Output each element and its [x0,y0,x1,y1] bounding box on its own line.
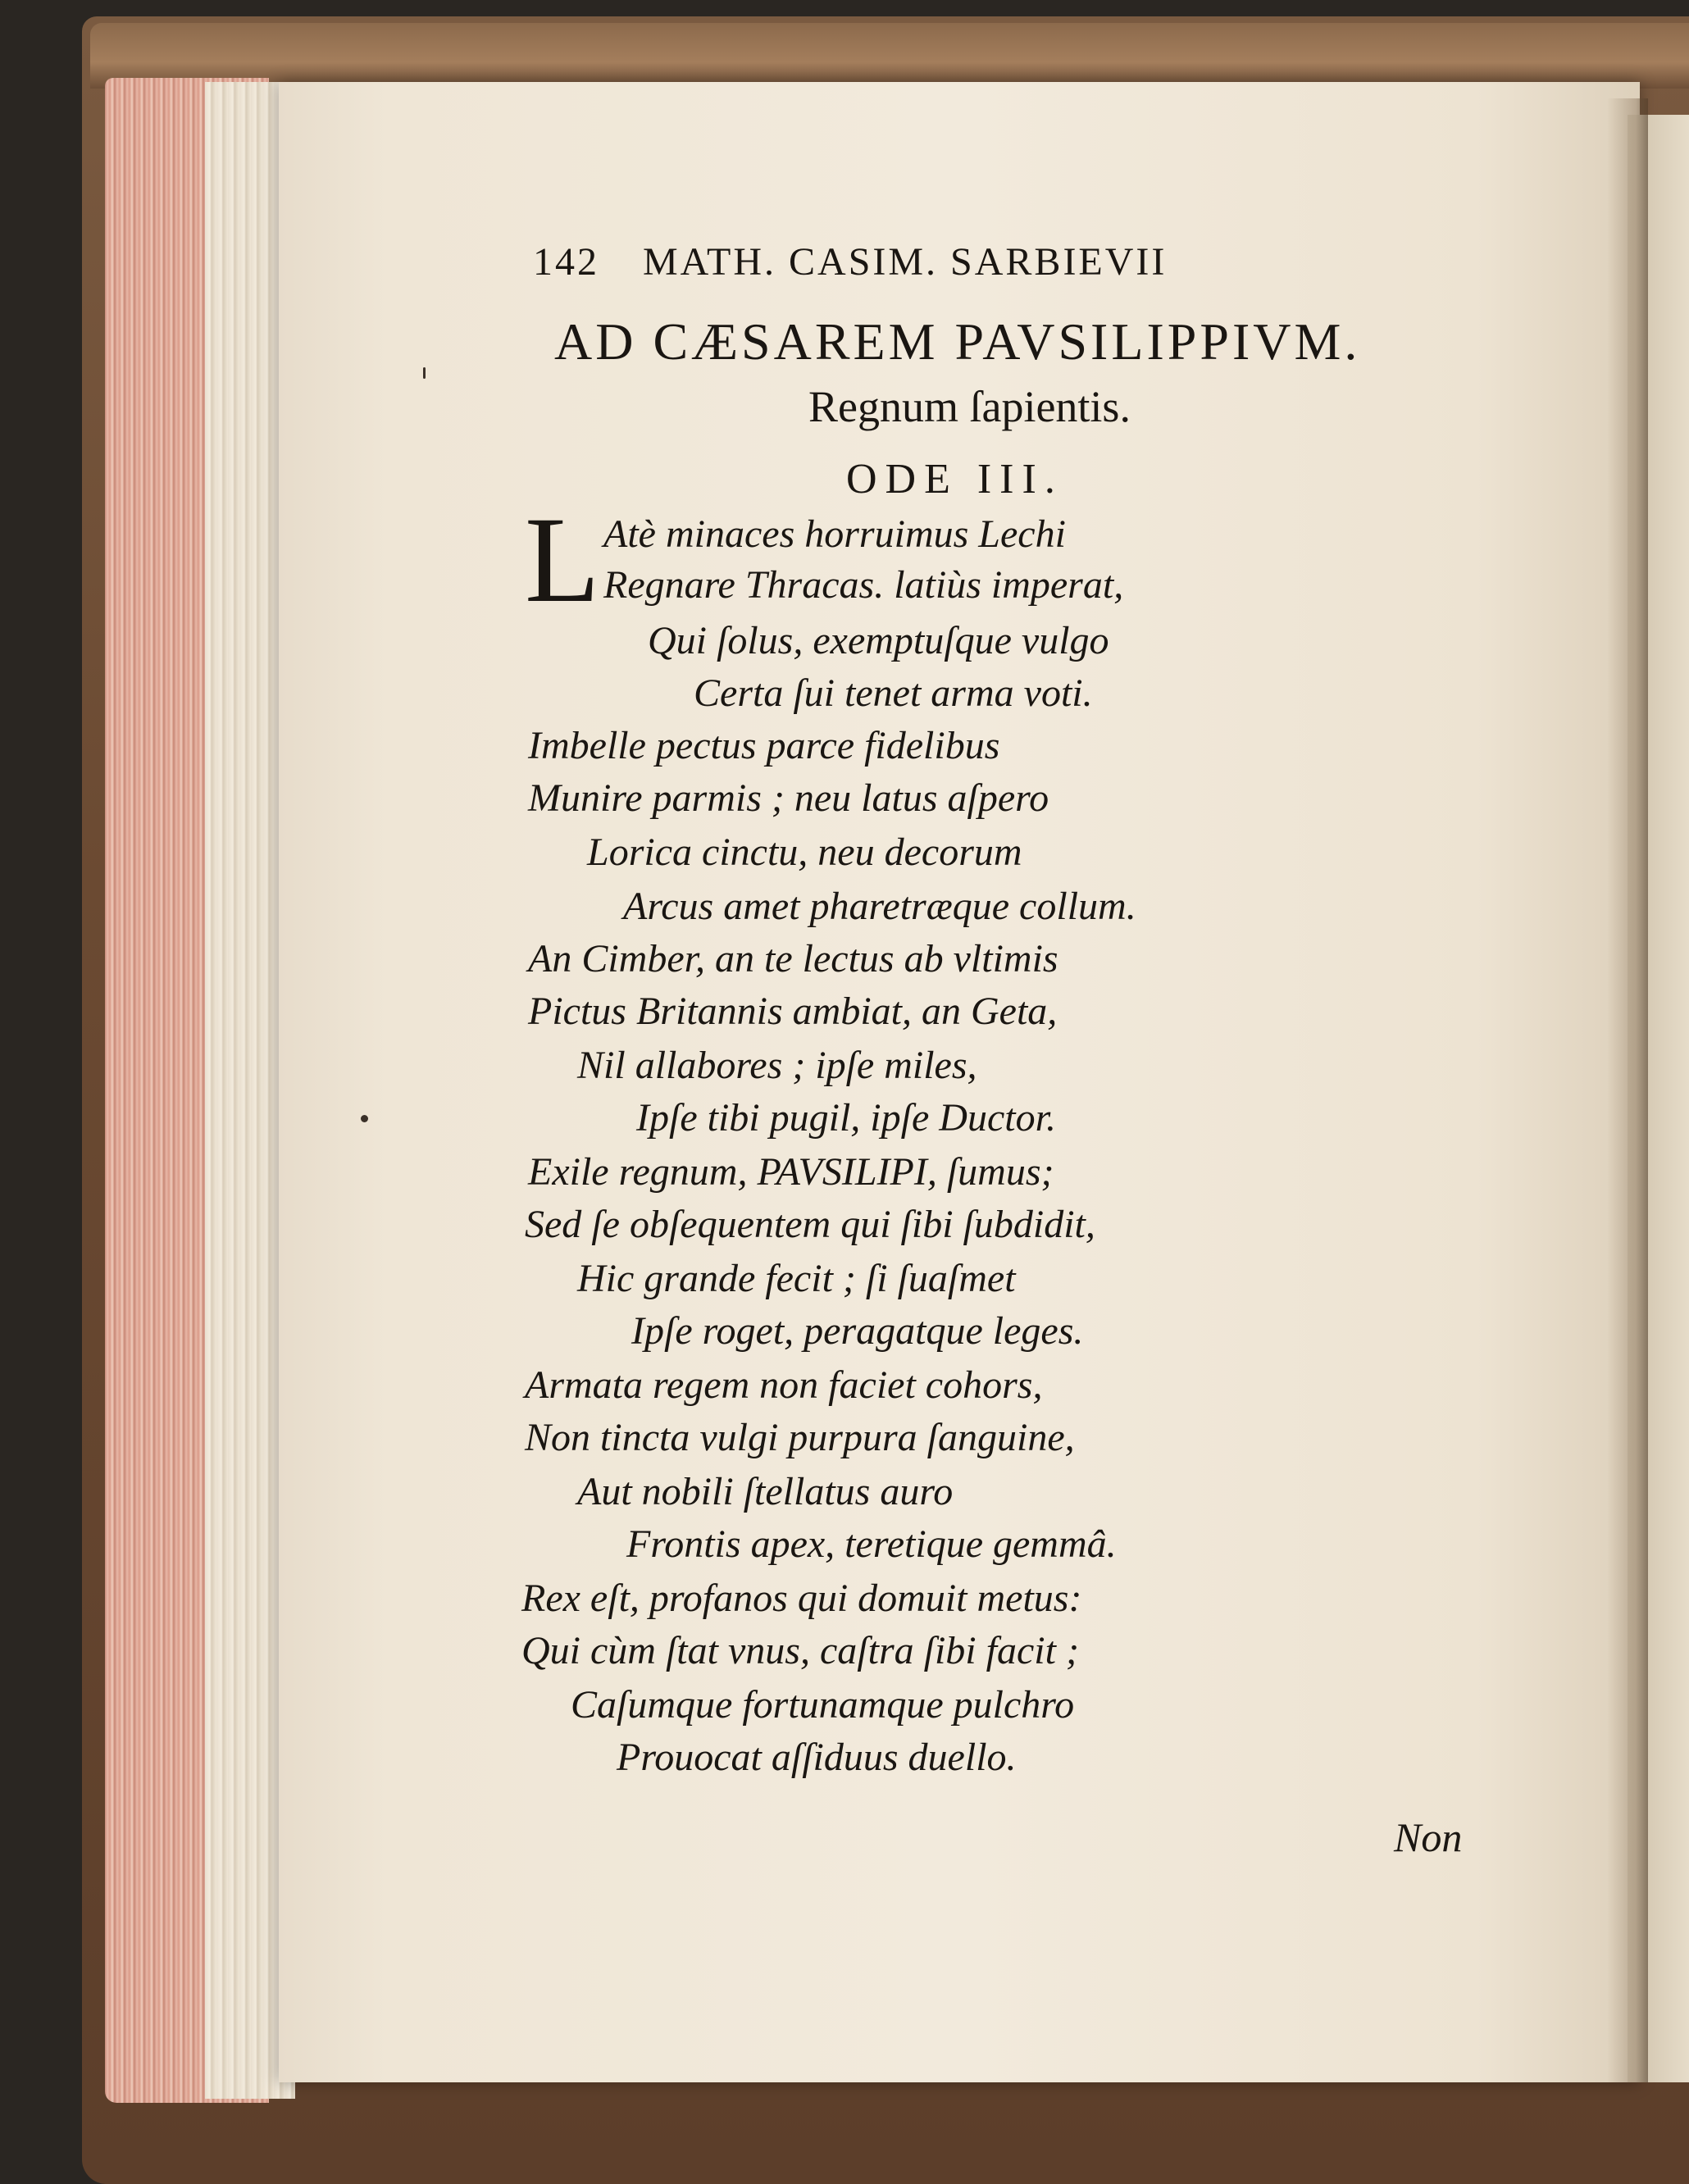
poem-title: AD CÆSAREM PAVSILIPPIVM. [554,312,1361,371]
poem-subtitle: Regnum ſapientis. [808,382,1131,431]
verse-line: Certa ſui tenet arma voti. [694,671,1093,715]
verse-line: Regnare Thracas. latiùs imperat, [603,563,1124,607]
verse-line: Atè minaces horruimus Lechi [603,512,1066,556]
verse-line: Pictus Britannis ambiat, an Geta, [528,990,1058,1033]
ink-speck [423,367,426,379]
verse-line: Qui cùm ſtat vnus, caſtra ſibi facit ; [521,1629,1079,1672]
verse-line: Aut nobili ſtellatus auro [577,1470,954,1513]
page-number: 142 [533,240,599,284]
verse-line: An Cimber, an te lectus ab vltimis [528,937,1058,981]
running-header [533,239,1167,284]
running-head: MATH. CASIM. SARBIEVII [643,240,1168,284]
verse-line: Sed ſe obſequentem qui ſibi ſubdidit, [525,1203,1095,1246]
verse-line: Ipſe tibi pugil, ipſe Ductor. [636,1096,1056,1140]
drop-cap: L [525,492,600,628]
ink-speck [361,1115,368,1122]
verse-line: Prouocat aſſiduus duello. [617,1736,1017,1779]
verse-line: Frontis apex, teretique gemmâ. [626,1522,1117,1566]
verse-line: Lorica cinctu, neu decorum [587,830,1022,874]
book-top-edge [90,23,1689,89]
verse-line: Ipſe roget, peragatque leges. [631,1309,1084,1353]
ode-number: ODE III. [846,456,1063,503]
verse-line: Rex eſt, profanos qui domuit metus: [521,1577,1082,1620]
verse-line: Nil allabores ; ipſe miles, [577,1044,977,1087]
verse-line: Hic grande fecit ; ſi ſuaſmet [577,1257,1016,1300]
page-gutter-shadow [1607,98,1648,2082]
verse-line: Imbelle pectus parce fidelibus [528,724,1000,767]
verse-line: Exile regnum, PAVSILIPI, ſumus; [528,1150,1054,1194]
catchword: Non [1394,1814,1463,1860]
verse-line: Caſumque fortunamque pulchro [571,1683,1075,1727]
verse-line: Munire parmis ; neu latus aſpero [528,776,1049,820]
verse-line: Armata regem non faciet cohors, [525,1363,1043,1407]
verse-line: Qui ſolus, exemptuſque vulgo [648,619,1109,662]
verse-line: Non tincta vulgi purpura ſanguine, [525,1416,1075,1459]
verse-line: Arcus amet pharetræque collum. [623,885,1136,928]
